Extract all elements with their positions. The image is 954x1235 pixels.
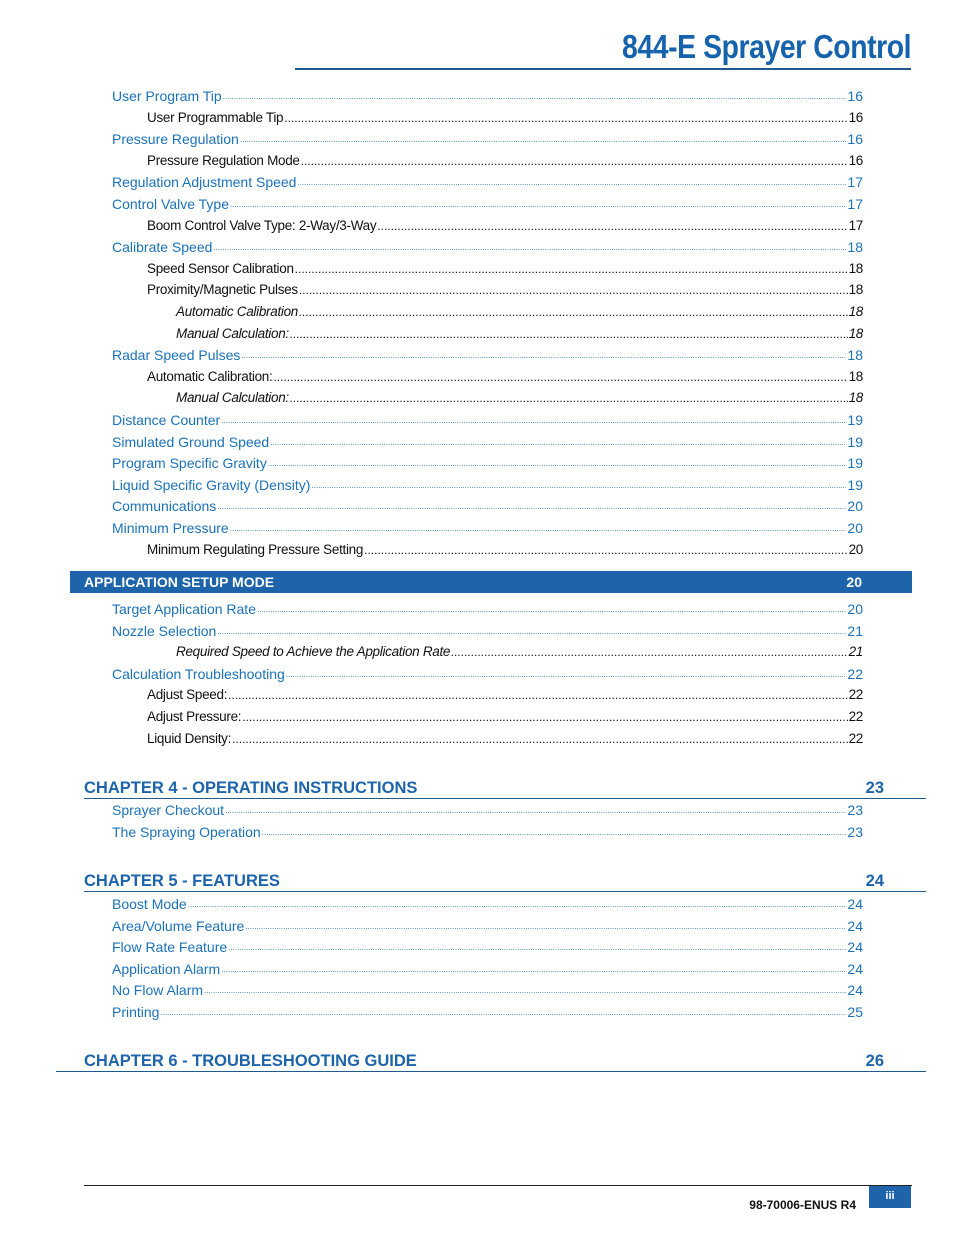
toc-entry[interactable]	[147, 542, 863, 557]
toc-entry-label: Manual Calculation:	[176, 325, 289, 341]
toc-entry-label: Adjust Pressure:	[147, 709, 242, 724]
dot-leader	[286, 668, 847, 682]
toc-entry[interactable]	[112, 498, 863, 514]
toc-entry-label: Required Speed to Achieve the Application Rate	[176, 644, 451, 660]
toc-entry[interactable]	[112, 896, 863, 912]
toc-entry-label: Boost Mode	[112, 896, 187, 912]
toc-entry[interactable]	[112, 477, 863, 493]
dot-leader	[241, 349, 846, 363]
chapter-page-number: 24	[865, 872, 884, 890]
toc-entry[interactable]	[112, 239, 863, 255]
toc-entry[interactable]	[147, 731, 863, 746]
toc-entry-page: 16	[847, 88, 863, 104]
toc-entry-page: 21	[848, 644, 863, 660]
dot-leader	[290, 391, 848, 405]
toc-entry-page: 18	[848, 390, 863, 406]
dot-leader	[160, 1006, 846, 1020]
toc-entry-label: Regulation Adjustment Speed	[112, 174, 297, 191]
toc-entry[interactable]	[147, 110, 863, 125]
dot-leader	[225, 804, 846, 818]
toc-entry-label: Liquid Density:	[147, 730, 232, 746]
dot-leader	[295, 262, 848, 276]
toc-entry[interactable]	[112, 88, 863, 104]
toc-entry-page: 18	[848, 304, 863, 319]
dot-leader	[270, 436, 846, 450]
chapter-4-rule	[84, 798, 926, 799]
toc-entry[interactable]	[176, 326, 863, 341]
toc-entry-label: Calibrate Speed	[112, 239, 213, 256]
toc-entry-label: User Programmable Tip	[147, 109, 284, 125]
dot-leader	[221, 963, 846, 977]
dot-leader	[290, 327, 848, 341]
title-underline	[295, 68, 911, 70]
chapter-page-number: 23	[865, 779, 884, 797]
toc-entry-label: Nozzle Selection	[112, 622, 217, 639]
toc-entry-page: 19	[847, 455, 863, 472]
toc-entry[interactable]	[176, 644, 863, 659]
dot-leader	[232, 732, 848, 746]
toc-entry-page: 16	[848, 152, 863, 168]
dot-leader	[213, 241, 846, 255]
toc-entry-label: Minimum Pressure	[112, 520, 229, 536]
toc-entry-page: 18	[848, 325, 863, 341]
toc-entry-label: Liquid Specific Gravity (Density)	[112, 476, 311, 493]
dot-leader	[257, 603, 846, 617]
section-header-application-setup[interactable]	[70, 571, 912, 593]
toc-entry-page: 18	[848, 368, 863, 384]
toc-entry-page: 17	[848, 217, 863, 233]
dot-leader	[311, 479, 846, 493]
dot-leader	[217, 625, 846, 639]
toc-entry-label: No Flow Alarm	[112, 982, 204, 999]
toc-entry-label: Calculation Troubleshooting	[112, 665, 285, 682]
toc-entry[interactable]	[112, 434, 863, 450]
toc-entry-label: Sprayer Checkout	[112, 802, 225, 818]
toc-entry-label: Program Specific Gravity	[112, 455, 267, 472]
toc-entry[interactable]	[112, 918, 863, 934]
toc-entry[interactable]	[112, 982, 863, 998]
toc-entry-label: Automatic Calibration	[176, 304, 299, 319]
toc-entry[interactable]	[176, 304, 863, 319]
toc-entry-label: Adjust Speed:	[147, 687, 228, 703]
toc-entry-page: 24	[847, 896, 863, 912]
toc-entry-page: 16	[848, 109, 863, 125]
dot-leader	[273, 370, 847, 384]
dot-leader	[188, 898, 847, 912]
toc-entry[interactable]	[147, 218, 863, 233]
dot-leader	[223, 90, 847, 104]
dot-leader	[204, 984, 846, 998]
toc-entry-label: Target Application Rate	[112, 601, 256, 617]
dot-leader	[297, 176, 846, 190]
toc-entry[interactable]	[176, 390, 863, 405]
dot-leader	[228, 688, 847, 702]
toc-entry-label: Speed Sensor Calibration	[147, 260, 294, 276]
chapter-label: CHAPTER 6 - TROUBLESHOOTING GUIDE	[84, 1052, 417, 1070]
toc-entry-page: 19	[847, 412, 863, 428]
toc-entry-page: 16	[847, 131, 863, 148]
toc-entry-page: 20	[847, 498, 863, 515]
toc-entry-label: User Program Tip	[112, 88, 222, 104]
dot-leader	[299, 305, 848, 319]
document-title: 844-E Sprayer Control	[621, 28, 911, 65]
dot-leader	[377, 219, 847, 233]
toc-entry[interactable]	[112, 824, 863, 840]
toc-entry-label: Manual Calculation:	[176, 390, 289, 406]
toc-entry-page: 20	[848, 541, 863, 557]
chapter-6-rule	[56, 1071, 926, 1072]
toc-entry-label: The Spraying Operation	[112, 823, 261, 840]
dot-leader	[451, 645, 847, 659]
toc-entry[interactable]	[112, 455, 863, 471]
toc-entry[interactable]	[112, 802, 863, 818]
toc-entry[interactable]	[112, 131, 863, 147]
toc-entry[interactable]	[112, 666, 863, 682]
toc-entry[interactable]	[112, 520, 863, 536]
toc-entry-label: Distance Counter	[112, 412, 221, 428]
toc-entry[interactable]	[147, 369, 863, 384]
dot-leader	[217, 500, 846, 514]
section-page-number: 20	[846, 574, 862, 590]
toc-entry[interactable]	[147, 282, 863, 297]
toc-entry-page: 22	[847, 665, 863, 682]
toc-entry[interactable]	[112, 412, 863, 428]
toc-entry-page: 21	[847, 622, 863, 639]
toc-entry-page: 20	[847, 520, 863, 536]
toc-entry-label: Control Valve Type	[112, 196, 229, 212]
toc-entry-page: 23	[847, 823, 863, 840]
toc-entry-page: 24	[847, 917, 863, 934]
toc-entry[interactable]	[147, 709, 863, 724]
dot-leader	[301, 154, 848, 168]
toc-entry-label: Pressure Regulation Mode	[147, 152, 300, 168]
toc-entry[interactable]	[112, 196, 863, 212]
toc-entry-label: Simulated Ground Speed	[112, 433, 270, 450]
dot-leader	[299, 283, 848, 297]
toc-entry-label: Proximity/Magnetic Pulses	[147, 282, 298, 298]
toc-entry-page: 18	[847, 239, 863, 256]
dot-leader	[228, 941, 846, 955]
chapter-page-number: 26	[865, 1052, 884, 1070]
dot-leader	[230, 522, 847, 536]
toc-entry-page: 24	[847, 982, 863, 999]
toc-entry[interactable]	[147, 153, 863, 168]
toc-entry-page: 19	[847, 476, 863, 493]
toc-entry-page: 18	[848, 260, 863, 276]
toc-entry[interactable]	[112, 623, 863, 639]
toc-entry-page: 18	[847, 347, 863, 364]
toc-entry-page: 25	[847, 1004, 863, 1020]
page-number-badge: iii	[869, 1186, 911, 1208]
toc-entry[interactable]	[147, 687, 863, 702]
toc-entry-label: Printing	[112, 1004, 160, 1020]
toc-entry[interactable]	[112, 961, 863, 977]
chapter-label: CHAPTER 4 - OPERATING INSTRUCTIONS	[84, 779, 418, 797]
dot-leader	[242, 710, 847, 724]
toc-entry[interactable]	[112, 347, 863, 363]
toc-entry[interactable]	[112, 939, 863, 955]
toc-entry-page: 18	[848, 282, 863, 298]
toc-entry-page: 17	[847, 196, 863, 212]
dot-leader	[240, 133, 847, 147]
document-number: 98-70006-ENUS R4	[749, 1198, 856, 1212]
toc-entry-label: Radar Speed Pulses	[112, 347, 241, 364]
dot-leader	[268, 457, 847, 471]
dot-leader	[230, 198, 846, 212]
toc-entry-page: 24	[847, 960, 863, 977]
chapter-label: CHAPTER 5 - FEATURES	[84, 872, 280, 890]
toc-entry-label: Pressure Regulation	[112, 131, 239, 148]
dot-leader	[364, 543, 847, 557]
toc-entry-page: 20	[847, 601, 863, 617]
toc-entry-page: 22	[848, 730, 863, 746]
toc-entry-label: Flow Rate Feature	[112, 939, 228, 956]
toc-entry-label: Minimum Regulating Pressure Setting	[147, 541, 364, 557]
toc-entry[interactable]	[112, 601, 863, 617]
toc-entry-label: Boom Control Valve Type: 2-Way/3-Way	[147, 217, 377, 233]
toc-entry-page: 19	[847, 433, 863, 450]
toc-entry-page: 24	[847, 939, 863, 956]
toc-entry-page: 17	[847, 174, 863, 191]
toc-entry[interactable]	[112, 174, 863, 190]
toc-entry-label: Application Alarm	[112, 960, 221, 977]
dot-leader	[284, 111, 847, 125]
toc-entry-page: 22	[848, 709, 863, 724]
dot-leader	[262, 826, 847, 840]
footer-rule	[84, 1185, 912, 1186]
toc-entry-page: 22	[848, 687, 863, 703]
toc-entry-page: 23	[847, 802, 863, 818]
toc-entry[interactable]	[147, 261, 863, 276]
chapter-5-rule	[84, 891, 926, 892]
section-label: APPLICATION SETUP MODE	[84, 574, 275, 590]
toc-entry-label: Communications	[112, 498, 217, 515]
toc-entry[interactable]	[112, 1004, 863, 1020]
dot-leader	[245, 920, 846, 934]
dot-leader	[221, 414, 846, 428]
toc-entry-label: Area/Volume Feature	[112, 917, 245, 934]
toc-entry-label: Automatic Calibration:	[147, 368, 273, 384]
